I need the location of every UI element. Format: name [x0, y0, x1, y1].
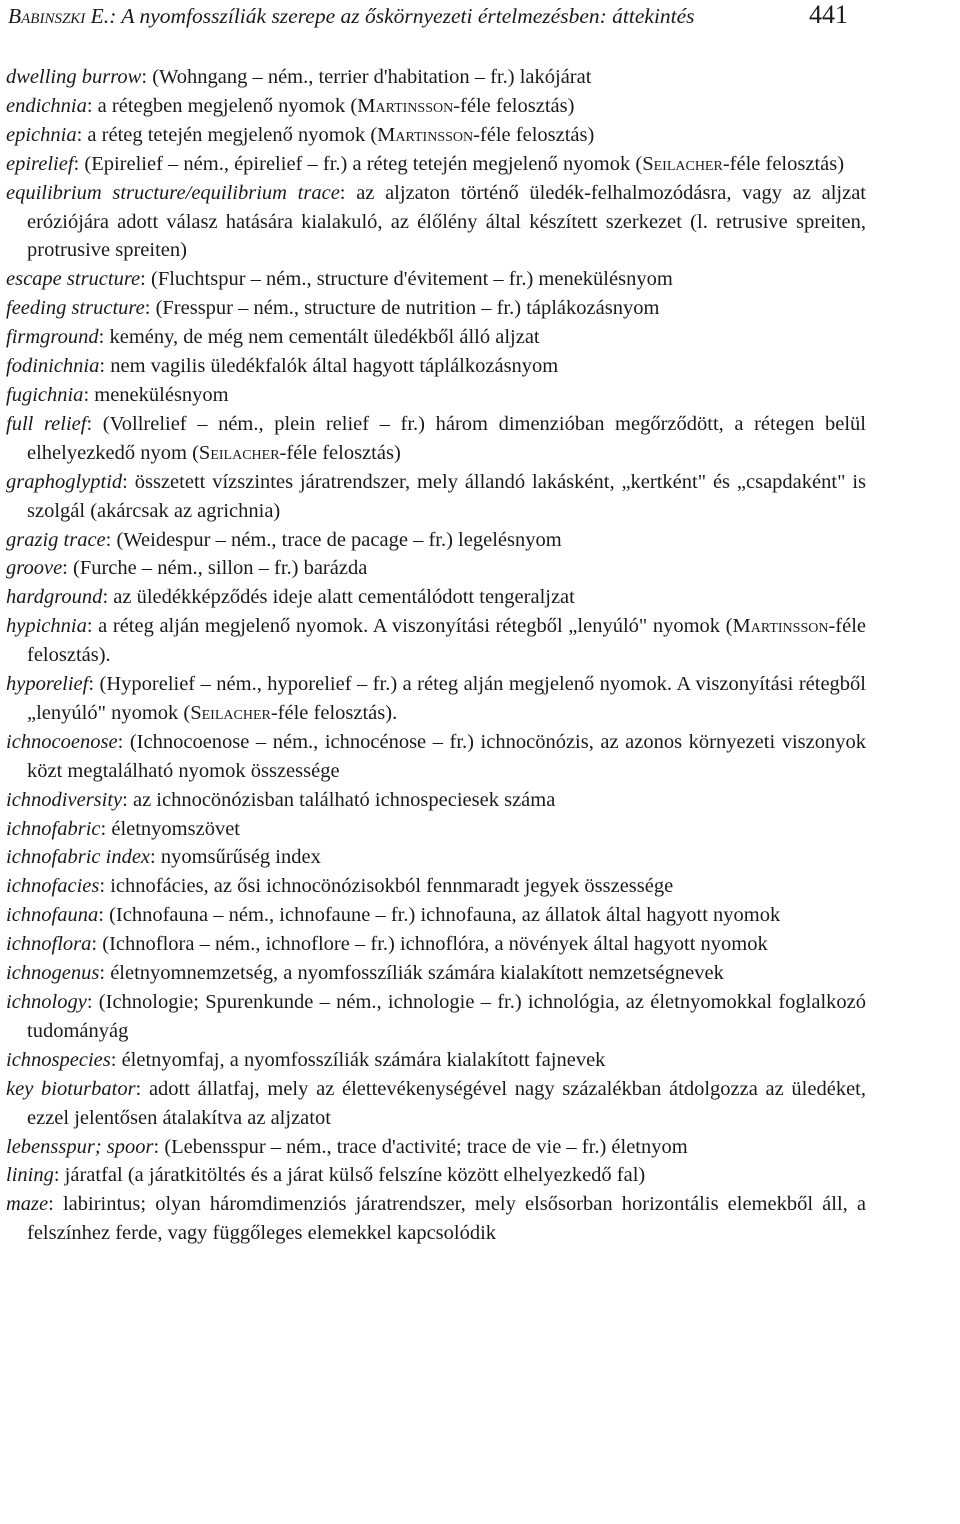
- glossary-term: ichnoflora: [6, 933, 92, 956]
- glossary-term: ichnology: [6, 991, 87, 1013]
- term-colon: :: [150, 846, 156, 869]
- author-name: Martinsson: [357, 94, 454, 117]
- definition-text: a réteg tetején megjelenő nyomok (: [82, 123, 378, 146]
- glossary-entry: [6, 381, 866, 410]
- author-name: Seilacher: [198, 441, 280, 464]
- term-colon: :: [91, 933, 98, 956]
- author-name: Martinsson: [732, 615, 829, 638]
- glossary-entry: [6, 843, 866, 872]
- term-colon: :: [88, 673, 95, 696]
- term-colon: :: [122, 788, 128, 811]
- term-colon: :: [99, 355, 106, 378]
- definition-text: (Hyporelief – ném., hyporelief – fr.) a réteg alján megjelenő nyomok. A viszonyítási rétegből „lenyúló" nyomok (: [27, 673, 866, 724]
- glossary-entry: [6, 1075, 866, 1133]
- glossary-term: ichnocoenose: [6, 730, 118, 753]
- glossary-term: maze: [6, 1193, 49, 1216]
- glossary-entry: [6, 872, 866, 901]
- glossary-term: equilibrium structure/equilibrium trace: [6, 181, 340, 204]
- glossary-term: groove: [6, 557, 63, 580]
- definition-text: összetett vízszintes járatrendszer, mely állandó lakásként, „kertként" és „csapdaként" is szolgál (akárcsak az agrichnia): [27, 470, 866, 522]
- definition-text: életnyomfaj, a nyomfosszíliák számára kialakított fajnevek: [116, 1048, 606, 1071]
- term-colon: :: [53, 1164, 60, 1187]
- glossary-entry: [6, 179, 866, 266]
- definition-text: ichnofácies, az ősi ichnocönózisokból fennmaradt jegyek összessége: [105, 875, 674, 898]
- definition-text: (Ichnofauna – ném., ichnofaune – fr.) ichnofauna, az állatok által hagyott nyomok: [103, 904, 781, 927]
- glossary-entry: [6, 92, 866, 121]
- glossary-term: lebensspur; spoor: [6, 1135, 154, 1158]
- glossary-entry: [6, 959, 866, 988]
- glossary-term: hypichnia: [6, 615, 87, 638]
- definition-text: (Weidespur – ném., trace de pacage – fr.) legelésnyom: [111, 528, 562, 551]
- author-name: Seilacher: [190, 701, 271, 724]
- term-colon: :: [48, 1193, 54, 1216]
- glossary-entry: [6, 930, 866, 959]
- definition-text: nyomsűrűség index: [155, 846, 321, 869]
- term-colon: :: [99, 875, 106, 898]
- glossary-term: escape structure: [6, 268, 141, 291]
- definition-text: -féle felosztás): [722, 152, 845, 175]
- term-colon: :: [100, 817, 107, 840]
- term-colon: :: [144, 297, 151, 320]
- definition-text: (Wohngang – ném., terrier d'habitation – fr.) lakójárat: [147, 66, 592, 88]
- glossary-entry: [6, 352, 866, 381]
- glossary-term: hyporelief: [6, 673, 89, 696]
- glossary-term: fugichnia: [6, 383, 84, 406]
- author-name: Martinsson: [377, 123, 474, 146]
- term-colon: :: [105, 528, 112, 551]
- glossary-term: ichnofabric: [6, 817, 101, 840]
- term-colon: :: [86, 615, 93, 638]
- term-colon: :: [86, 94, 93, 117]
- glossary-term: graphoglyptid: [6, 470, 123, 493]
- definition-text: életnyomnemzetség, a nyomfosszíliák számára kialakított nemzetségnevek: [105, 962, 724, 985]
- term-colon: :: [99, 962, 106, 985]
- term-colon: :: [76, 123, 83, 146]
- glossary-entry: [6, 1046, 866, 1075]
- definition-text: (Fresspur – ném., structure de nutrition – fr.) táplákozásnyom: [150, 297, 660, 320]
- glossary-term: ichnodiversity: [6, 788, 123, 811]
- definition-text: (Lebensspur – ném., trace d'activité; trace de vie – fr.) életnyom: [159, 1135, 688, 1158]
- glossary-term: ichnofacies: [6, 875, 100, 898]
- definition-text: adott állatfaj, mely az élettevékenységével nagy százalékban átdolgozza az üledéket, ezzel jelentősen átalakítva az aljzatot: [27, 1077, 866, 1129]
- definition-text: nem vagilis üledékfalók által hagyott táplálkozásnyom: [105, 355, 559, 378]
- glossary-term: ichnospecies: [6, 1048, 111, 1071]
- glossary-entry: [6, 1161, 866, 1190]
- glossary-term: hardground: [6, 586, 103, 609]
- glossary-term: feeding structure: [6, 297, 145, 320]
- definition-text: az üledékképződés ideje alatt cementálódott tengeraljzat: [108, 586, 575, 609]
- glossary-entry: [6, 786, 866, 815]
- definition-text: az aljzaton történő üledék-felhalmozódásra, vagy az aljzat eróziójára adott válasz hatására kialakuló, az élőlény által készített szerkezet (l. retrusive spreiten, protrusive spreiten): [27, 181, 866, 262]
- definition-text: (Ichnocoenose – ném., ichnocénose – fr.) ichnocönózis, az azonos környezeti viszonyok közt megtalálható nyomok összessége: [27, 730, 866, 782]
- term-colon: :: [86, 991, 93, 1013]
- header-separator: :: [109, 4, 122, 28]
- definition-text: a rétegben megjelenő nyomok (: [92, 94, 358, 117]
- glossary-entry: [6, 323, 866, 352]
- glossary-entry: [6, 728, 866, 786]
- glossary-term: ichnofabric index: [6, 846, 151, 869]
- glossary-list: [6, 63, 866, 1248]
- glossary-term: lining: [6, 1164, 54, 1187]
- definition-text: (Ichnoflora – ném., ichnoflore – fr.) ichnoflóra, a növények által hagyott nyomok: [97, 933, 768, 956]
- term-colon: :: [98, 904, 104, 927]
- definition-text: -féle felosztás): [473, 123, 595, 146]
- definition-text: a réteg alján megjelenő nyomok. A viszonyítási rétegből „lenyúló" nyomok (: [92, 615, 733, 638]
- definition-text: (Epirelief – ném., épirelief – fr.) a réteg tetején megjelenő nyomok (: [79, 152, 643, 175]
- definition-text: életnyomszövet: [106, 817, 240, 840]
- definition-text: az ichnocönózisban található ichnospeciesek száma: [127, 788, 556, 811]
- glossary-entry: [6, 410, 866, 468]
- glossary-entry: [6, 63, 866, 92]
- definition-text: labirintus; olyan háromdimenziós járatrendszer, mely elsősorban horizontális elemekből áll, a felszínhez ferde, vagy függőleges elemekkel kapcsolódik: [27, 1193, 866, 1245]
- glossary-entry: [6, 901, 866, 930]
- glossary-term: ichnofauna: [6, 904, 99, 927]
- definition-text: -féle felosztás).: [270, 701, 398, 724]
- glossary-entry: [6, 526, 866, 555]
- term-colon: :: [73, 152, 80, 175]
- term-colon: :: [153, 1135, 160, 1158]
- glossary-term: full relief: [6, 412, 87, 435]
- glossary-entry: [6, 554, 866, 583]
- glossary-entry: [6, 1133, 866, 1162]
- term-colon: :: [339, 181, 346, 204]
- glossary-entry: [6, 121, 866, 150]
- header-title: A nyomfosszíliák szerepe az őskörnyezeti értelmezésben: áttekintés: [121, 4, 695, 28]
- term-colon: :: [135, 1077, 142, 1100]
- glossary-entry: [6, 612, 866, 670]
- author-name: Seilacher: [642, 152, 723, 175]
- term-colon: :: [86, 412, 93, 435]
- definition-text: -féle felosztás): [279, 441, 401, 464]
- term-colon: :: [110, 1048, 117, 1071]
- header-author: Babinszki E.: [8, 4, 110, 28]
- definition-text: kemény, de még nem cementált üledékből álló aljzat: [104, 326, 540, 349]
- definition-text: (Fluchtspur – ném., structure d'évitement – fr.) menekülésnyom: [145, 268, 673, 291]
- glossary-term: key bioturbator: [6, 1077, 136, 1100]
- glossary-entry: [6, 1190, 866, 1248]
- glossary-entry: [6, 670, 866, 728]
- term-colon: :: [62, 557, 68, 580]
- glossary-entry: [6, 294, 866, 323]
- glossary-term: firmground: [6, 326, 99, 349]
- definition-text: -féle felosztás): [453, 94, 575, 117]
- glossary-entry: [6, 150, 866, 179]
- definition-text: járatfal (a járatkitöltés és a járat külső felszíne között elhelyezkedő fal): [59, 1164, 646, 1187]
- term-colon: :: [141, 66, 148, 88]
- term-colon: :: [140, 268, 146, 291]
- glossary-entry: [6, 468, 866, 526]
- glossary-entry: [6, 583, 866, 612]
- definition-text: menekülésnyom: [89, 383, 229, 406]
- glossary-term: grazig trace: [6, 528, 106, 551]
- glossary-term: epirelief: [6, 152, 74, 175]
- definition-text: (Furche – ném., sillon – fr.) barázda: [67, 557, 368, 580]
- term-colon: :: [122, 470, 128, 493]
- definition-text: (Ichnologie; Spurenkunde – ném., ichnologie – fr.) ichnológia, az életnyomokkal foglalkozó tudományág: [27, 991, 866, 1042]
- term-colon: :: [98, 326, 105, 349]
- glossary-term: dwelling burrow: [6, 66, 142, 88]
- term-colon: :: [117, 730, 124, 753]
- glossary-term: ichnogenus: [6, 962, 100, 985]
- running-header: [8, 2, 850, 30]
- glossary-entry: [6, 815, 866, 844]
- glossary-term: fodinichnia: [6, 355, 100, 378]
- glossary-term: epichnia: [6, 123, 77, 146]
- term-colon: :: [83, 383, 90, 406]
- glossary-entry: [6, 988, 866, 1046]
- definition-text: (Vollrelief – ném., plein relief – fr.) három dimenzióban megőrződött, a rétegen belül elhelyezkedő nyom (: [27, 412, 866, 464]
- definition-text: -féle felosztás).: [27, 615, 866, 667]
- page-number: 441: [809, 0, 848, 29]
- term-colon: :: [102, 586, 109, 609]
- glossary-entry: [6, 265, 866, 294]
- glossary-term: endichnia: [6, 94, 87, 117]
